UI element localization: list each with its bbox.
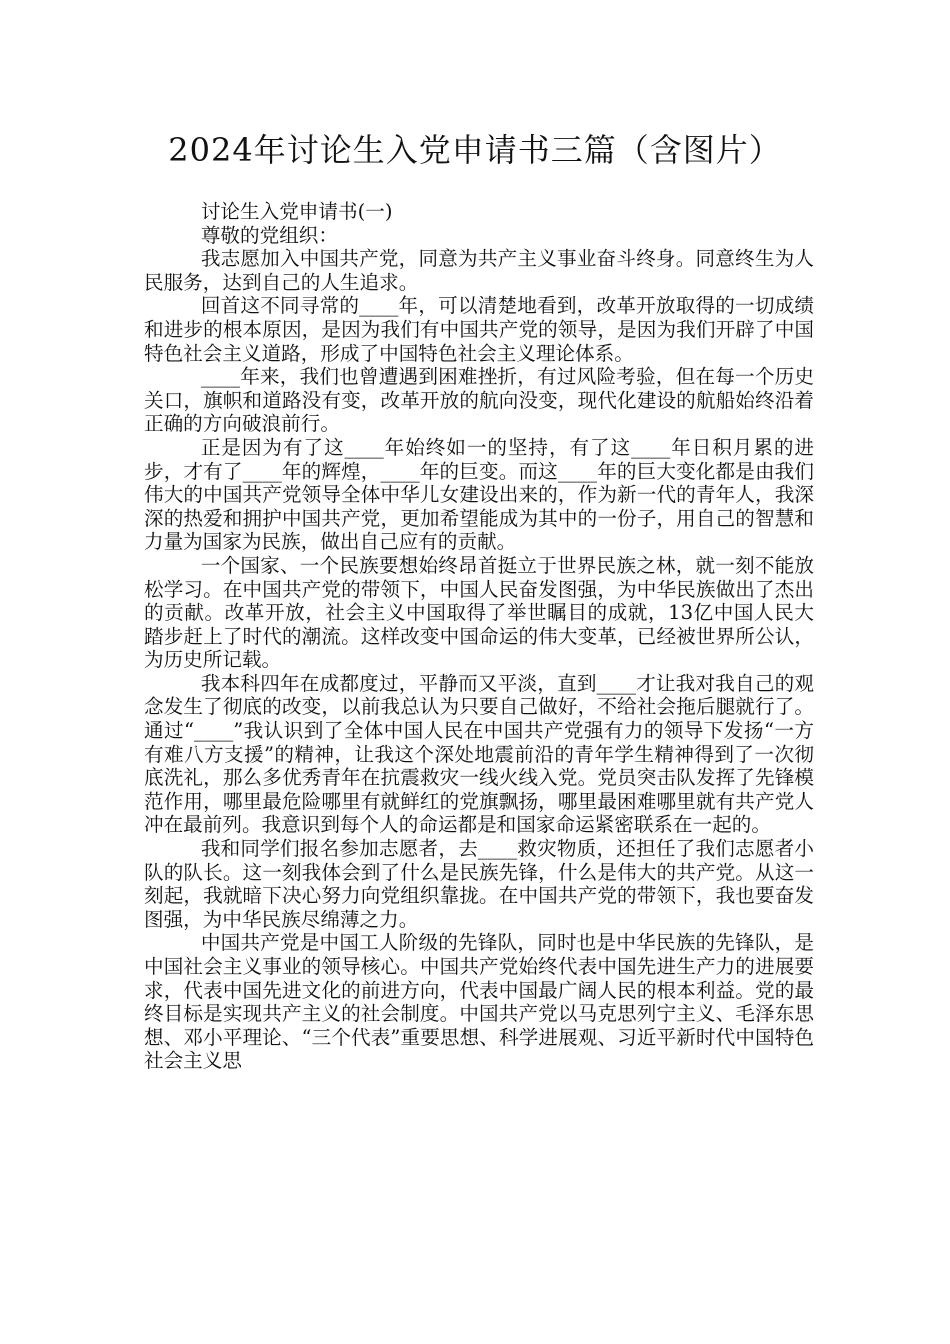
section-heading: 讨论生入党申请书(一) [200, 200, 393, 223]
body-paragraph: 回首这不同寻常的____年，可以清楚地看到，改革开放取得的一切成绩和进步的根本原因，是因为我们有中国共产党的领导，是因为我们开辟了中国特色社会主义道路，形成了中国特色社会主义理论体系。 [144, 294, 814, 365]
body-paragraph: 我志愿加入中国共产党，同意为共产主义事业奋斗终身。同意终生为人民服务，达到自己的人生追求。 [144, 247, 814, 294]
body-paragraph: 我和同学们报名参加志愿者，去____救灾物质，还担任了我们志愿者小队的队长。这一刻我体会到了什么是民族先锋，什么是伟大的共产党。从这一刻起，我就暗下决心努力向党组织靠拢。在中国共产党的带领下，我也要奋发图强，为中华民族尽绵薄之力。 [144, 837, 814, 931]
body-paragraph: 中国共产党是中国工人阶级的先锋队，同时也是中华民族的先锋队，是中国社会主义事业的领导核心。中国共产党始终代表中国先进生产力的进展要求，代表中国先进文化的前进方向，代表中国最广阔人民的根本利益。党的最终目标是实现共产主义的社会制度。中国共产党以马克思列宁主义、毛泽东思想、邓小平理论、“三个代表”重要思想、科学进展观、习近平新时代中国特色社会主义思 [144, 931, 814, 1073]
body-paragraph: ____年来，我们也曾遭遇到困难挫折，有过风险考验，但在每一个历史关口，旗帜和道路没有变，改革开放的航向没变，现代化建设的航船始终沿着正确的方向破浪前行。 [144, 365, 814, 436]
document-title: 2024年讨论生入党申请书三篇（含图片） [168, 131, 782, 169]
salutation: 尊敬的党组织： [200, 223, 338, 247]
document-body [144, 200, 814, 1073]
body-paragraph: 正是因为有了这____年始终如一的坚持，有了这____年日积月累的进步，才有了____年的辉煌，____年的巨变。而这____年的巨大变化都是由我们伟大的中国共产党领导全体中华儿女建设出来的，作为新一代的青年人，我深深的热爱和拥护中国共产党，更加希望能成为其中的一份子，用自己的智慧和力量为国家为民族，做出自己应有的贡献。 [144, 435, 814, 554]
body-paragraph: 我本科四年在成都度过，平静而又平淡，直到____才让我对我自己的观念发生了彻底的改变，以前我总认为只要自己做好，不给社会拖后腿就行了。通过“____”我认识到了全体中国人民在中国共产党强有力的领导下发扬“一方有难八方支援”的精神，让我这个深处地震前沿的青年学生精神得到了一次彻底洗礼，那么多优秀青年在抗震救灾一线火线入党。党员突击队发挥了先锋模范作用，哪里最危险哪里有就鲜红的党旗飘扬，哪里最困难哪里就有共产党人冲在最前列。我意识到每个人的命运都是和国家命运紧密联系在一起的。 [144, 671, 814, 837]
body-paragraph: 一个国家、一个民族要想始终昂首挺立于世界民族之林，就一刻不能放松学习。在中国共产党的带领下，中国人民奋发图强，为中华民族做出了杰出的贡献。改革开放，社会主义中国取得了举世瞩目的成就，13亿中国人民大踏步赶上了时代的潮流。这样改变中国命运的伟大变革，已经被世界所公认，为历史所记载。 [144, 553, 814, 672]
